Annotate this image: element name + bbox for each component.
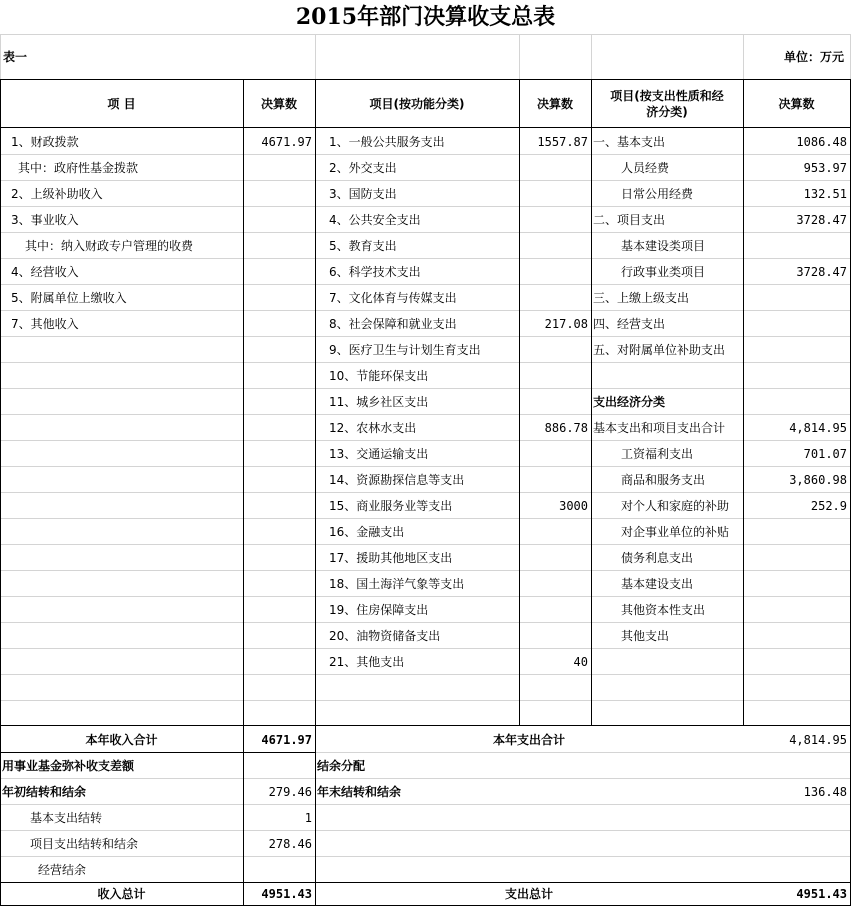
- functional-amount: [519, 285, 591, 310]
- functional-amount: [519, 545, 591, 570]
- economic-amount: [743, 363, 850, 388]
- functional-amount: [519, 441, 591, 466]
- table-border: [0, 79, 1, 906]
- functional-item: 3、国防支出: [329, 186, 397, 201]
- income-amount: [243, 285, 315, 310]
- table-border: [0, 725, 851, 726]
- economic-item: 人员经费: [621, 160, 670, 175]
- functional-amount: [519, 259, 591, 284]
- economic-item: 基本建设类项目: [621, 238, 706, 253]
- economic-item: [591, 675, 743, 700]
- functional-item: 5、教育支出: [329, 238, 397, 253]
- income-amount: [243, 701, 315, 726]
- table-border: [0, 79, 851, 80]
- economic-item: 支出经济分类: [593, 394, 666, 409]
- economic-amount: 953.97: [803, 160, 847, 175]
- functional-item: 13、交通运输支出: [329, 446, 429, 461]
- functional-item: 9、医疗卫生与计划生育支出: [329, 342, 481, 357]
- income-amount: [243, 597, 315, 622]
- income-item: 1、财政拨款: [11, 134, 79, 149]
- economic-item: 三、上缴上级支出: [593, 290, 690, 305]
- header-amount: 决算数: [260, 97, 297, 111]
- economic-item: 其他支出: [621, 628, 670, 643]
- economic-amount: 132.51: [803, 186, 847, 201]
- grand-expense-value: 4951.43: [796, 887, 847, 901]
- functional-item: 17、援助其他地区支出: [329, 550, 453, 565]
- income-item: 3、事业收入: [11, 212, 79, 227]
- closing-balance-value: 136.48: [803, 784, 847, 799]
- economic-item: 其他资本性支出: [621, 602, 706, 617]
- income-total-value: 4671.97: [261, 732, 312, 747]
- functional-item: 7、文化体育与传媒支出: [329, 290, 457, 305]
- table-border: [315, 79, 316, 906]
- income-amount: [243, 415, 315, 440]
- functional-amount: [519, 597, 591, 622]
- economic-amount: [743, 649, 850, 674]
- header-economic-amount: 决算数: [778, 97, 815, 111]
- functional-amount: [519, 155, 591, 180]
- income-amount: [243, 311, 315, 336]
- income-item: 4、经营收入: [11, 264, 79, 279]
- economic-amount: [743, 701, 850, 726]
- functional-item: 6、科学技术支出: [329, 264, 421, 279]
- income-item: [0, 571, 243, 596]
- economic-amount: 252.9: [810, 498, 847, 513]
- economic-item: 商品和服务支出: [621, 472, 706, 487]
- functional-item: 15、商业服务业等支出: [329, 498, 453, 513]
- functional-amount: [519, 207, 591, 232]
- economic-amount: 3728.47: [796, 264, 847, 279]
- functional-amount: 217.08: [544, 316, 588, 331]
- income-amount: [243, 571, 315, 596]
- functional-amount: [519, 701, 591, 726]
- income-amount: [243, 337, 315, 362]
- economic-amount: [743, 571, 850, 596]
- closing-balance-label: 年末结转和结余: [317, 784, 402, 799]
- functional-item: 21、其他支出: [329, 654, 405, 669]
- functional-item: 12、农林水支出: [329, 420, 417, 435]
- table-border: [0, 905, 851, 906]
- functional-item: 19、住房保障支出: [329, 602, 429, 617]
- header-economic-item: [591, 80, 743, 128]
- economic-amount: [743, 545, 850, 570]
- income-item: [0, 467, 243, 492]
- functional-amount: [519, 181, 591, 206]
- economic-amount: [743, 519, 850, 544]
- functional-item: 16、金融支出: [329, 524, 405, 539]
- income-item: [0, 545, 243, 570]
- economic-amount: [743, 389, 850, 414]
- economic-amount: [743, 285, 850, 310]
- economic-amount: [743, 675, 850, 700]
- surplus-distribution-label: 结余分配: [317, 758, 366, 773]
- economic-item: 债务利息支出: [621, 550, 694, 565]
- income-amount: [243, 545, 315, 570]
- functional-item: 8、社会保障和就业支出: [329, 316, 457, 331]
- table-border: [0, 752, 315, 753]
- economic-item: [591, 649, 743, 674]
- functional-amount: [519, 233, 591, 258]
- gridline: [315, 34, 316, 79]
- economic-amount: [743, 233, 850, 258]
- functional-item: [315, 675, 519, 700]
- grand-income-label: 收入总计: [97, 887, 146, 901]
- economic-item: 二、项目支出: [593, 212, 666, 227]
- economic-item: 一、基本支出: [593, 134, 666, 149]
- economic-amount: [743, 311, 850, 336]
- functional-amount: 1557.87: [537, 134, 588, 149]
- income-amount: [243, 363, 315, 388]
- income-item: [0, 441, 243, 466]
- fund-gap-label: 用事业基金弥补收支差额: [2, 758, 135, 773]
- income-amount: [243, 649, 315, 674]
- income-item: [0, 363, 243, 388]
- economic-amount: [743, 337, 850, 362]
- income-amount: [243, 441, 315, 466]
- income-item: [0, 649, 243, 674]
- income-amount: [243, 519, 315, 544]
- income-amount: [243, 207, 315, 232]
- income-item: 5、附属单位上缴收入: [11, 290, 127, 305]
- grand-expense-label: 支出总计: [504, 887, 553, 901]
- expense-total-value: 4,814.95: [789, 732, 847, 747]
- table-border: [591, 79, 592, 726]
- header-functional-item: 项目(按功能分类): [369, 97, 465, 111]
- header-line: 项目(按支出性质和经: [610, 89, 724, 103]
- table-label: 表一: [3, 50, 28, 64]
- functional-amount: [519, 519, 591, 544]
- functional-amount: [519, 389, 591, 414]
- functional-amount: 40: [573, 654, 588, 669]
- functional-amount: [519, 337, 591, 362]
- income-item: [0, 597, 243, 622]
- header-line: 济分类): [646, 105, 688, 119]
- income-amount: [243, 493, 315, 518]
- income-item: 其中：纳入财政专户管理的收费: [25, 238, 194, 253]
- economic-amount: 1086.48: [796, 134, 847, 149]
- table-border: [743, 79, 744, 726]
- economic-item: 基本建设支出: [621, 576, 694, 591]
- economic-amount: 3,860.98: [789, 472, 847, 487]
- operating-surplus-label: 经营结余: [38, 862, 87, 877]
- page-title: 2015年部门决算收支总表: [295, 4, 556, 30]
- functional-item: 14、资源勘探信息等支出: [329, 472, 465, 487]
- income-amount: [243, 675, 315, 700]
- functional-item: 20、油物资储备支出: [329, 628, 441, 643]
- economic-item: [591, 363, 743, 388]
- gridline: [591, 34, 592, 79]
- income-amount: [243, 181, 315, 206]
- economic-amount: 701.07: [803, 446, 847, 461]
- economic-item: 行政事业类项目: [621, 264, 706, 279]
- functional-amount: 3000: [559, 498, 588, 513]
- economic-item: 日常公用经费: [621, 186, 694, 201]
- unit-label: 单位：万元: [783, 50, 844, 64]
- functional-item: 2、外交支出: [329, 160, 397, 175]
- header-item: 项 目: [107, 97, 136, 111]
- economic-item: 基本支出和项目支出合计: [593, 420, 726, 435]
- functional-item: 18、国土海洋气象等支出: [329, 576, 465, 591]
- functional-item: [315, 701, 519, 726]
- table-border: [0, 882, 851, 883]
- expense-total-label: 本年支出合计: [492, 732, 565, 747]
- economic-item: 四、经营支出: [593, 316, 666, 331]
- table-border: [243, 79, 244, 906]
- economic-item: 对个人和家庭的补助: [621, 498, 730, 513]
- functional-amount: [519, 363, 591, 388]
- income-item: [0, 389, 243, 414]
- income-item: [0, 519, 243, 544]
- income-amount: [243, 259, 315, 284]
- economic-item: [591, 701, 743, 726]
- income-amount: [243, 155, 315, 180]
- income-total-label: 本年收入合计: [85, 732, 158, 747]
- opening-balance-value: 279.46: [268, 784, 312, 799]
- functional-amount: 886.78: [544, 420, 588, 435]
- income-item: 其中：政府性基金拨款: [18, 160, 139, 175]
- functional-item: 4、公共安全支出: [329, 212, 421, 227]
- economic-amount: 4,814.95: [789, 420, 847, 435]
- economic-amount: [743, 623, 850, 648]
- economic-item: 五、对附属单位补助支出: [593, 342, 726, 357]
- income-item: [0, 675, 243, 700]
- functional-item: 10、节能环保支出: [329, 368, 429, 383]
- functional-amount: [519, 571, 591, 596]
- table-border: [519, 79, 520, 726]
- functional-amount: [519, 675, 591, 700]
- project-carryover-label: 项目支出结转和结余: [30, 836, 139, 851]
- opening-balance-label: 年初结转和结余: [2, 784, 87, 799]
- functional-item: 11、城乡社区支出: [329, 394, 429, 409]
- gridline: [519, 34, 520, 79]
- project-carryover-value: 278.46: [268, 836, 312, 851]
- basic-carryover-value: 1: [304, 810, 312, 825]
- functional-amount: [519, 467, 591, 492]
- income-amount: [243, 389, 315, 414]
- economic-amount: 3728.47: [796, 212, 847, 227]
- grand-income-value: 4951.43: [261, 887, 312, 901]
- income-item: [0, 415, 243, 440]
- table-border: [0, 127, 851, 128]
- basic-carryover-label: 基本支出结转: [30, 810, 103, 825]
- income-amount: [243, 467, 315, 492]
- income-item: 7、其他收入: [11, 316, 79, 331]
- income-amount: [243, 623, 315, 648]
- income-amount: [243, 233, 315, 258]
- economic-item: 对企事业单位的补贴: [621, 524, 730, 539]
- income-amount: 4671.97: [261, 134, 312, 149]
- functional-amount: [519, 623, 591, 648]
- income-item: 2、上级补助收入: [11, 186, 103, 201]
- income-item: [0, 623, 243, 648]
- economic-item: 工资福利支出: [621, 446, 694, 461]
- functional-item: 1、一般公共服务支出: [329, 134, 445, 149]
- income-item: [0, 701, 243, 726]
- income-item: [0, 337, 243, 362]
- header-functional-amount: 决算数: [536, 97, 573, 111]
- economic-amount: [743, 597, 850, 622]
- income-item: [0, 493, 243, 518]
